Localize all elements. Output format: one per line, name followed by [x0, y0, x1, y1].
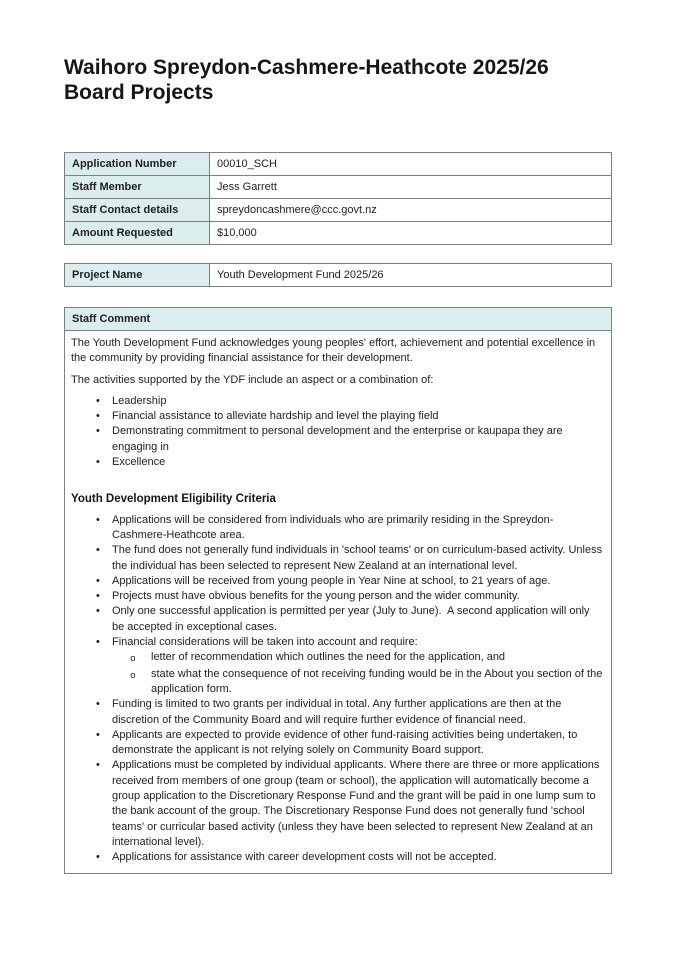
criteria-item-text: Applications must be completed by individual applicants. Where there are three or more applications received from members of one group (team or school), the application will automatically become a group application to the Discretionary Response Fund and the grant will be paid in one lump sum to the bank account of the group. The Discretionary Response Fund does not generally fund 'school teams' or curricular based activity (unless they have been selected to represent New Zealand at an international level). [112, 759, 603, 848]
bullet-icon: • [96, 513, 100, 526]
application-details-table [64, 152, 612, 245]
criteria-item-body [112, 850, 604, 865]
bullet-icon: • [96, 605, 100, 618]
criteria-item-text: Financial considerations will be taken into account and require: [112, 636, 418, 649]
criteria-item-text: Applications will be considered from individuals who are primarily residing in the Spreydon-Cashmere-Heathcote area. [112, 513, 554, 541]
criteria-item-body [112, 574, 604, 589]
bullet-icon: • [96, 544, 100, 557]
page-title: Waihoro Spreydon-Cashmere-Heathcote 2025/26 Board Projects [64, 56, 549, 104]
activity-item-text: Excellence [112, 456, 166, 469]
criteria-item-text: The fund does not generally fund individuals in 'school teams' or on curriculum-based activity. Unless the individual has been selected to represent New Zealand at an international level. [112, 544, 606, 572]
activity-item-body [112, 424, 604, 455]
criteria-item [96, 728, 604, 759]
criteria-item-text: Only one successful application is permitted per year (July to June). A second application will only be accepted in exceptional cases. [112, 605, 593, 633]
project-name-value: Youth Development Fund 2025/26 [210, 264, 612, 287]
project-name-body [65, 264, 612, 287]
staff-comment-box [64, 307, 612, 874]
application-details-value: 00010_SCH [210, 153, 612, 176]
application-details-label: Staff Member [65, 176, 210, 199]
activity-item [96, 455, 604, 470]
staff-comment-body [65, 331, 611, 873]
criteria-item [96, 574, 604, 589]
criteria-item [96, 513, 604, 544]
criteria-item-sub-item [130, 650, 604, 666]
criteria-item-text: Projects must have obvious benefits for the young person and the wider community. [112, 590, 520, 603]
bullet-icon: • [96, 574, 100, 587]
bullet-icon: • [96, 590, 100, 603]
activity-item-text: Financial assistance to alleviate hardship and level the playing field [112, 410, 439, 423]
project-name-table [64, 263, 612, 287]
eligibility-criteria-heading: Youth Development Eligibility Criteria [71, 493, 276, 506]
application-details-value: spreydoncashmere@ccc.govt.nz [210, 199, 612, 222]
bullet-icon: • [96, 698, 100, 711]
criteria-item-body [112, 758, 604, 850]
criteria-item [96, 604, 604, 635]
criteria-item-text: Funding is limited to two grants per individual in total. Any further applications are then at the discretion of the Community Board and will require further evidence of financial need. [112, 698, 565, 726]
activity-item [96, 409, 604, 424]
activity-item [96, 394, 604, 409]
bullet-icon: • [96, 759, 100, 772]
staff-comment-header: Staff Comment [65, 308, 611, 331]
criteria-item-body [112, 604, 604, 635]
application-details-label: Amount Requested [65, 222, 210, 245]
sub-bullet-icon: o [130, 669, 136, 681]
criteria-item-sub-body [151, 650, 604, 665]
application-details-value: Jess Garrett [210, 176, 612, 199]
criteria-item-body [112, 589, 604, 604]
criteria-item [96, 635, 604, 697]
criteria-item-sub-list [112, 650, 604, 697]
application-details-row [65, 222, 612, 245]
criteria-item-sub-body [151, 667, 604, 698]
bullet-icon: • [96, 410, 100, 423]
criteria-item-body [112, 697, 604, 728]
application-details-label: Application Number [65, 153, 210, 176]
bullet-icon: • [96, 425, 100, 438]
criteria-item-body [112, 513, 604, 544]
application-details-value: $10,000 [210, 222, 612, 245]
bullet-icon: • [96, 851, 100, 864]
activity-item-text: Demonstrating commitment to personal development and the enterprise or kaupapa they are engaging in [112, 425, 566, 453]
sub-bullet-icon: o [130, 653, 136, 665]
criteria-item-text: Applicants are expected to provide evidence of other fund-raising activities being undertaken, to demonstrate the applicant is not relying solely on Community Board support. [112, 728, 581, 757]
activity-item [96, 424, 604, 455]
criteria-item-sub-item [130, 667, 604, 698]
project-name-row [65, 264, 612, 287]
activity-item-body [112, 455, 604, 470]
project-name-label: Project Name [65, 264, 210, 287]
application-details-row [65, 153, 612, 176]
criteria-item-sub-text: state what the consequence of not receiving funding would be in the About you section of the application form. [151, 667, 606, 695]
bullet-icon: • [96, 728, 100, 741]
activity-item-text: Leadership [112, 394, 167, 407]
criteria-item-body [112, 543, 604, 574]
activity-item-body [112, 409, 604, 424]
application-details-label: Staff Contact details [65, 199, 210, 222]
comment-intro-paragraph: The Youth Development Fund acknowledges young peoples' effort, achievement and potential excellence in the community by providing financial assistance for their development. [71, 337, 596, 365]
criteria-item-body [112, 728, 604, 759]
application-details-body [65, 153, 612, 245]
criteria-item-sub-text: letter of recommendation which outlines the need for the application, and [151, 651, 506, 664]
activity-item-body [112, 394, 604, 409]
criteria-item-text: Applications will be received from young people in Year Nine at school, to 21 years of age. [112, 574, 551, 587]
activities-list [71, 394, 604, 470]
application-details-row [65, 199, 612, 222]
eligibility-criteria-list [71, 513, 604, 866]
criteria-item [96, 697, 604, 728]
bullet-icon: • [96, 394, 100, 407]
criteria-item [96, 758, 604, 850]
bullet-icon: • [96, 636, 100, 649]
comment-activities-intro: The activities supported by the YDF include an aspect or a combination of: [71, 373, 434, 386]
criteria-item [96, 543, 604, 574]
criteria-item-text: Applications for assistance with career development costs will not be accepted. [112, 851, 497, 864]
criteria-item [96, 589, 604, 604]
criteria-item [96, 850, 604, 865]
bullet-icon: • [96, 456, 100, 469]
application-details-row [65, 176, 612, 199]
criteria-item-body [112, 635, 604, 697]
